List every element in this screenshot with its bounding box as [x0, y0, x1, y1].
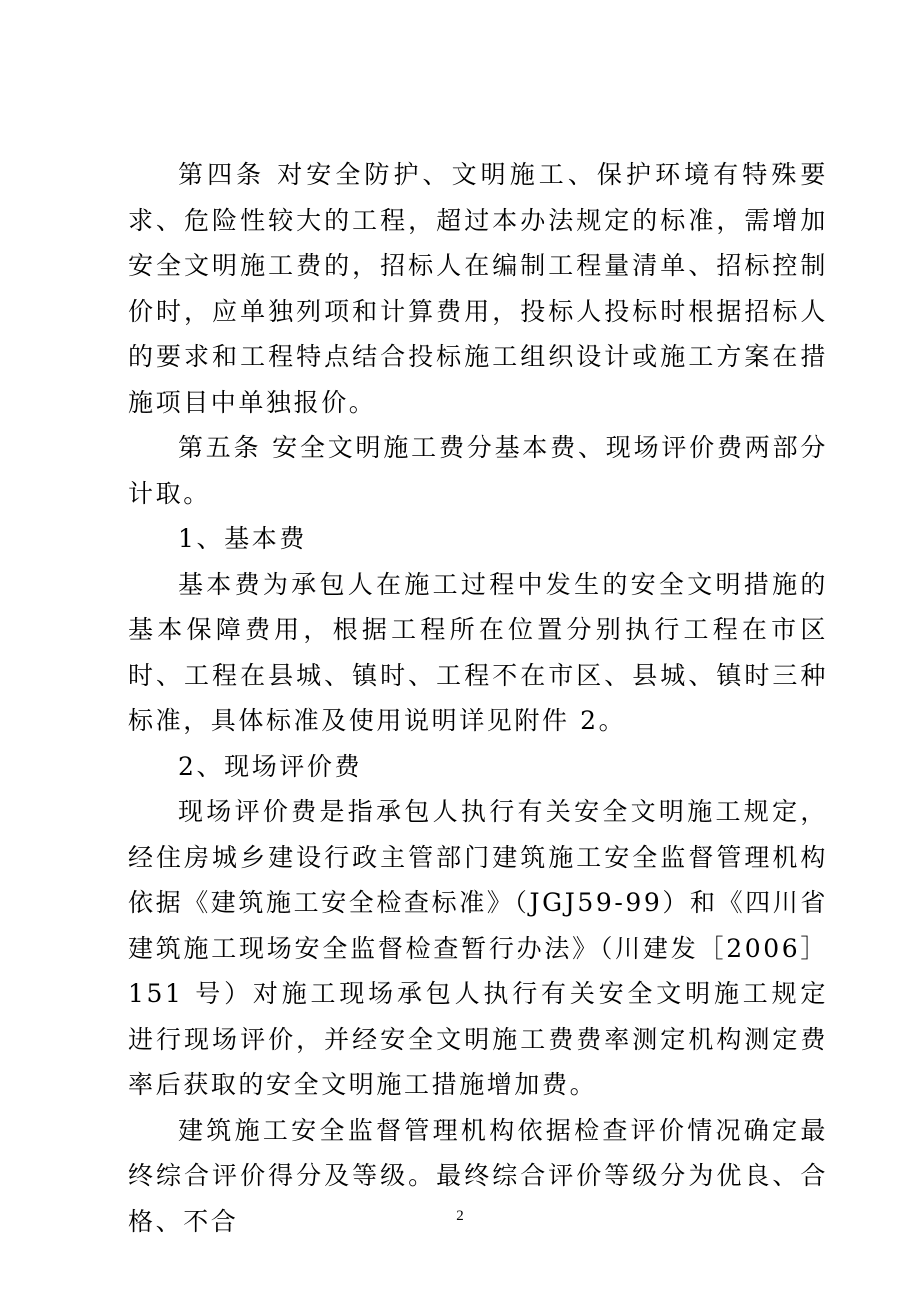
page-number: 2 [456, 1208, 464, 1224]
heading-site-evaluation-fee: 2、现场评价费 [178, 751, 363, 781]
paragraph-site-evaluation-fee: 现场评价费是指承包人执行有关安全文明施工规定，经住房城乡建设行政主管部门建筑施工安全监督管理机构依据《建筑施工安全检查标准》（JGJ59-99）和《四川省建筑施工现场安全监督检查暂行办法》（川建发［2006］151 号）对施工现场承包人执行有关安全文明施工规定进行现场评价，并经安全文明施工费费率测定机构测定费率后获取的安全文明施工措施增加费。 [128, 797, 828, 1099]
document-body [128, 152, 828, 1244]
paragraph-article-5: 第五条 安全文明施工费分基本费、现场评价费两部分计取。 [128, 433, 828, 508]
paragraph-evaluation-grade: 建筑施工安全监督管理机构依据检查评价情况确定最终综合评价得分及等级。最终综合评价等级分为优良、合格、不合 [128, 1115, 828, 1236]
paragraph-article-4: 第四条 对安全防护、文明施工、保护环境有特殊要求、危险性较大的工程，超过本办法规定的标准，需增加安全文明施工费的，招标人在编制工程量清单、招标控制价时，应单独列项和计算费用，投标人投标时根据招标人的要求和工程特点结合投标施工组织设计或施工方案在措施项目中单独报价。 [128, 160, 828, 417]
paragraph-basic-fee: 基本费为承包人在施工过程中发生的安全文明措施的基本保障费用，根据工程所在位置分别执行工程在市区时、工程在县城、镇时、工程不在市区、县城、镇时三种标准，具体标准及使用说明详见附件 2。 [128, 569, 828, 735]
heading-basic-fee: 1、基本费 [178, 524, 307, 553]
